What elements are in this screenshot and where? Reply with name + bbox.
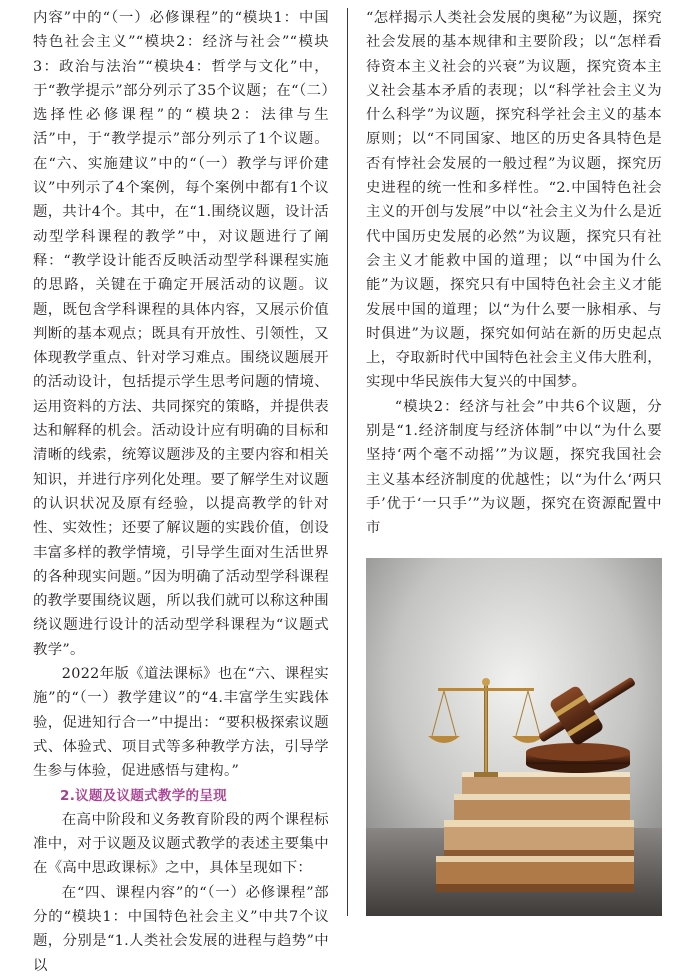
section-heading: 2.议题及议题式教学的呈现 bbox=[60, 787, 227, 804]
paragraph-3: 在高中阶段和义务教育阶段的两个课程标准中，对于议题及议题式教学的表述主要集中在《高中思政课标》之中，具体呈现如下： bbox=[33, 811, 329, 877]
column-divider bbox=[347, 8, 348, 916]
paragraph-4: 在“四、课程内容”的“（一）必修课程”部分的“模块1：中国特色社会主义”中共7个议题，分别是“1.人类社会发展的进程与趋势”中以 bbox=[33, 884, 329, 974]
gavel-scales-books-photo bbox=[366, 558, 662, 916]
paragraph-2: 2022年版《道法课标》也在“六、课程实施”的“（一）教学建议”的“4.丰富学生实践体验，促进知行合一”中提出：“要积极探索议题式、体验式、项目式等多种教学方法，引导学生参与体验，促进感悟与建构。” bbox=[33, 666, 329, 780]
left-column bbox=[33, 6, 329, 978]
right-column bbox=[366, 6, 662, 541]
paragraph-5: “怎样揭示人类社会发展的奥秘”为议题，探究社会发展的基本规律和主要阶段；以“怎样看待资本主义社会的兴衰”为议题，探究资本主义社会基本矛盾的表现；以“科学社会主义为什么科学”为议题，探究科学社会主义的基本原则；以“不同国家、地区的历史各具特色是否有悖社会发展的一般过程”为议题，探究历史进程的统一性和多样性。“2.中国特色社会主义的开创与发展”中以“社会主义为什么是近代中国历史发展的必然”为议题，探究只有社会主义才能救中国的道理；以“中国为什么能”为议题，探究只有中国特色社会主义才能发展中国的道理；以“为什么要一脉相承、与时俱进”为议题，探究如何站在新的历史起点上，夺取新时代中国特色社会主义伟大胜利，实现中华民族伟大复兴的中国梦。 bbox=[366, 10, 662, 391]
paragraph-1: 内容”中的“（一）必修课程”的“模块1：中国特色社会主义”“模块2：经济与社会”“模块3：政治与法治”“模块4：哲学与文化”中，于“教学提示”部分列示了35个议题；在“（二）选择性必修课程”的“模块2：法律与生活”中，于“教学提示”部分列示了1个议题。在“六、实施建议”中的“（一）教学与评价建议”中列示了4个案例，每个案例中都有1个议题，共计4个。其中，在“1.围绕议题，设计活动型学科课程的教学”中，对议题进行了阐释：“教学设计能否反映活动型学科课程实施的思路，关键在于确定开展活动的议题。议题，既包含学科课程的具体内容，又展示价值判断的基本观点；既具有开放性、引领性，又体现教学重点、针对学习难点。围绕议题展开的活动设计，包括提示学生思考问题的情境、运用资料的方法、共同探究的策略，并提供表达和解释的机会。活动设计应有明确的目标和清晰的线索，统筹议题涉及的主要内容和相关知识，并进行序列化处理。要了解学生对议题的认识状况及原有经验，以提高教学的针对性、实效性；还要了解议题的实践价值，创设丰富多样的教学情境，引导学生面对生活世界的各种现实问题。”因为明确了活动型学科课程的教学要围绕议题，所以我们就可以称这种围绕议题进行设计的活动型学科课程为“议题式教学”。 bbox=[33, 10, 329, 658]
paragraph-6: “模块2：经济与社会”中共6个议题，分别是“1.经济制度与经济体制”中以“为什么要坚持‘两个毫不动摇’”为议题，探究我国社会主义基本经济制度的优越性；以“为什么‘两只手’优于‘一只手’”为议题，探究在资源配置中市 bbox=[366, 398, 662, 537]
